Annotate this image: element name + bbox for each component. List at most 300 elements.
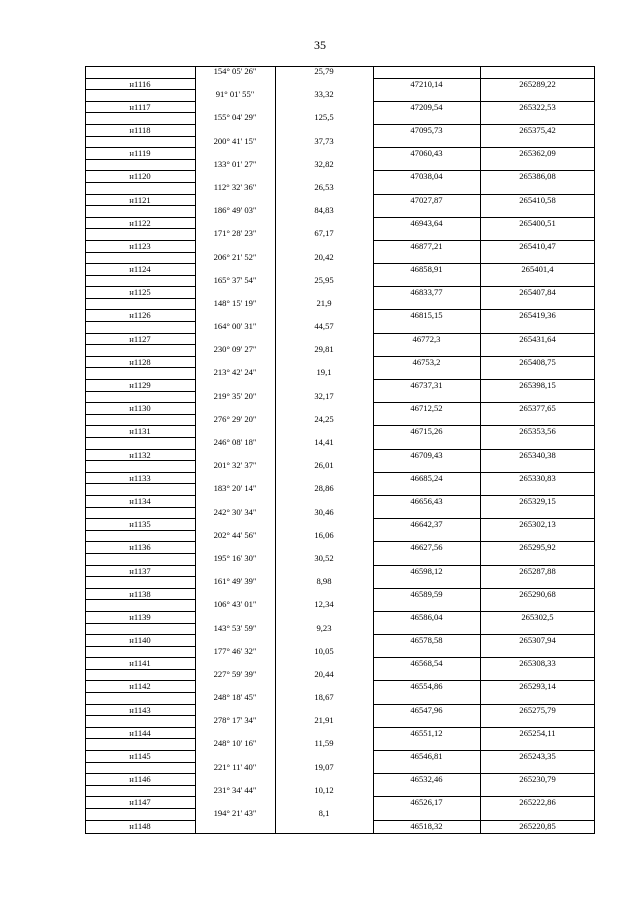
segment-row — [85, 599, 595, 611]
point-row — [85, 402, 595, 414]
x-coordinate: 46877,21 — [373, 240, 480, 253]
empty-cell — [195, 518, 275, 530]
page-number: 35 — [314, 38, 326, 52]
empty-cell — [275, 194, 373, 206]
empty-cell — [195, 588, 275, 600]
empty-cell — [275, 333, 373, 345]
x-coordinate: 46578,58 — [373, 634, 480, 647]
empty-cell — [275, 727, 373, 739]
empty-cell — [195, 565, 275, 577]
point-name: н1118 — [85, 124, 195, 137]
segment-length: 32,82 — [314, 158, 334, 169]
point-row — [85, 217, 595, 229]
y-coordinate: 265290,68 — [480, 588, 595, 601]
empty-cell — [373, 507, 480, 519]
empty-cell — [373, 785, 480, 797]
segment-length: 125,5 — [314, 112, 334, 123]
x-coordinate: 47210,14 — [373, 78, 480, 91]
x-coordinate: 46532,46 — [373, 773, 480, 786]
segment-length: 12,34 — [314, 599, 334, 610]
empty-cell — [275, 518, 373, 530]
segment-row — [85, 507, 595, 519]
empty-cell — [480, 252, 595, 264]
y-coordinate: 265308,33 — [480, 657, 595, 670]
empty-cell — [480, 205, 595, 217]
empty-cell — [480, 112, 595, 124]
point-row — [85, 704, 595, 716]
empty-cell — [275, 402, 373, 414]
empty-cell — [275, 773, 373, 785]
empty-cell — [373, 205, 480, 217]
empty-cell — [480, 715, 595, 727]
direction-angle: 276° 29' 20" — [213, 413, 257, 424]
empty-cell — [195, 773, 275, 785]
empty-cell — [373, 298, 480, 310]
empty-cell — [480, 623, 595, 635]
empty-cell — [480, 460, 595, 472]
segment-row — [85, 66, 595, 78]
y-coordinate: 265386,08 — [480, 170, 595, 183]
point-name: н1122 — [85, 217, 195, 230]
x-coordinate: 47060,43 — [373, 147, 480, 160]
empty-cell — [275, 286, 373, 298]
empty-cell — [275, 425, 373, 437]
y-coordinate: 265287,88 — [480, 565, 595, 578]
empty-cell — [195, 611, 275, 623]
direction-angle: 171° 28' 23" — [213, 228, 257, 239]
empty-cell — [480, 182, 595, 194]
x-coordinate: 47038,04 — [373, 170, 480, 183]
y-coordinate: 265307,94 — [480, 634, 595, 647]
point-row — [85, 101, 595, 113]
empty-cell — [480, 136, 595, 148]
x-coordinate: 46526,17 — [373, 796, 480, 809]
point-row — [85, 472, 595, 484]
segment-row — [85, 321, 595, 333]
empty-cell — [373, 623, 480, 635]
point-name: н1141 — [85, 657, 195, 670]
direction-angle: 213° 42' 24" — [213, 367, 257, 378]
empty-cell — [480, 391, 595, 403]
segment-row — [85, 669, 595, 681]
direction-angle: 248° 10' 16" — [213, 738, 257, 749]
segment-row — [85, 298, 595, 310]
empty-cell — [195, 657, 275, 669]
x-coordinate: 46656,43 — [373, 495, 480, 508]
direction-angle: 143° 53' 59" — [213, 622, 257, 633]
direction-angle: 227° 59' 39" — [213, 668, 257, 679]
empty-cell — [195, 379, 275, 391]
direction-angle: 221° 11' 40" — [213, 761, 257, 772]
y-coordinate: 265329,15 — [480, 495, 595, 508]
segment-row — [85, 391, 595, 403]
segment-length: 25,79 — [314, 66, 334, 76]
point-name: н1121 — [85, 194, 195, 207]
segment-row — [85, 738, 595, 750]
empty-cell — [373, 112, 480, 124]
empty-cell — [195, 680, 275, 692]
x-coordinate: 46833,77 — [373, 286, 480, 299]
empty-cell — [275, 796, 373, 808]
y-coordinate: 265410,58 — [480, 194, 595, 207]
segment-length: 37,73 — [314, 135, 334, 146]
direction-angle: 231° 34' 44" — [213, 784, 257, 795]
point-row — [85, 796, 595, 808]
empty-cell — [373, 808, 480, 820]
segment-length: 19,07 — [314, 761, 334, 772]
empty-cell — [480, 89, 595, 101]
empty-cell — [373, 89, 480, 101]
point-row — [85, 379, 595, 391]
segment-length: 33,32 — [314, 89, 334, 100]
direction-angle: 219° 35' 20" — [213, 390, 257, 401]
y-coordinate: 265375,42 — [480, 124, 595, 137]
direction-angle: 106° 43' 01" — [213, 599, 257, 610]
empty-cell — [480, 762, 595, 774]
direction-angle: 112° 32' 36" — [213, 181, 257, 192]
empty-cell — [480, 530, 595, 542]
direction-angle: 91° 01' 55" — [215, 89, 255, 100]
point-name: н1134 — [85, 495, 195, 508]
x-coordinate: 46685,24 — [373, 472, 480, 485]
x-coordinate: 46554,86 — [373, 680, 480, 693]
segment-row — [85, 344, 595, 356]
y-coordinate: 265220,85 — [480, 820, 595, 833]
segment-length: 21,9 — [316, 297, 332, 308]
empty-cell — [195, 750, 275, 762]
empty-cell — [275, 101, 373, 113]
point-name: н1139 — [85, 611, 195, 624]
point-row — [85, 820, 595, 832]
empty-cell — [373, 344, 480, 356]
point-name: н1138 — [85, 588, 195, 601]
segment-length: 8,98 — [316, 576, 332, 587]
empty-cell — [195, 472, 275, 484]
point-row — [85, 333, 595, 345]
y-coordinate: 265401,4 — [480, 263, 595, 276]
point-name: н1147 — [85, 796, 195, 809]
point-row — [85, 147, 595, 159]
empty-cell — [373, 576, 480, 588]
x-coordinate: 46709,43 — [373, 449, 480, 462]
point-row — [85, 356, 595, 368]
empty-cell — [480, 298, 595, 310]
direction-angle: 230° 09' 27" — [213, 344, 257, 355]
x-coordinate: 46586,04 — [373, 611, 480, 624]
empty-cell — [195, 309, 275, 321]
empty-cell — [480, 367, 595, 379]
empty-cell — [275, 611, 373, 623]
x-coordinate: 46547,96 — [373, 704, 480, 717]
segment-row — [85, 623, 595, 635]
segment-length: 10,12 — [314, 784, 334, 795]
x-coordinate: 47209,54 — [373, 101, 480, 114]
direction-angle: 165° 37' 54" — [213, 274, 257, 285]
segment-row — [85, 136, 595, 148]
point-row — [85, 518, 595, 530]
empty-cell — [480, 437, 595, 449]
empty-cell — [275, 263, 373, 275]
x-coordinate: 47095,73 — [373, 124, 480, 137]
segment-length: 67,17 — [314, 228, 334, 239]
y-coordinate: 265353,56 — [480, 425, 595, 438]
segment-row — [85, 646, 595, 658]
direction-angle: 164° 00' 31" — [213, 321, 257, 332]
point-name: н1129 — [85, 379, 195, 392]
x-coordinate: 46943,64 — [373, 217, 480, 230]
empty-cell — [275, 634, 373, 646]
y-coordinate: 265431,64 — [480, 333, 595, 346]
point-name: н1135 — [85, 518, 195, 531]
empty-cell — [480, 553, 595, 565]
empty-cell — [480, 599, 595, 611]
point-name: н1130 — [85, 402, 195, 415]
empty-cell — [195, 495, 275, 507]
point-row — [85, 657, 595, 669]
point-row — [85, 170, 595, 182]
empty-cell — [480, 321, 595, 333]
empty-cell — [275, 147, 373, 159]
empty-cell — [195, 286, 275, 298]
empty-cell — [480, 669, 595, 681]
direction-angle: 200° 41' 15" — [213, 135, 257, 146]
segment-row — [85, 159, 595, 171]
point-name: н1116 — [85, 78, 195, 91]
y-coordinate: 265340,38 — [480, 449, 595, 462]
segment-length: 30,52 — [314, 552, 334, 563]
empty-cell — [373, 646, 480, 658]
empty-cell — [373, 483, 480, 495]
segment-row — [85, 762, 595, 774]
direction-angle: 154° 05' 26" — [213, 66, 257, 76]
empty-cell — [275, 240, 373, 252]
point-row — [85, 194, 595, 206]
x-coordinate: 47027,87 — [373, 194, 480, 207]
y-coordinate: 265275,79 — [480, 704, 595, 717]
x-coordinate: 46753,2 — [373, 356, 480, 369]
segment-length: 28,86 — [314, 483, 334, 494]
y-coordinate: 265254,11 — [480, 727, 595, 740]
point-name: н1123 — [85, 240, 195, 253]
point-row — [85, 286, 595, 298]
point-name: н1143 — [85, 704, 195, 717]
empty-cell — [195, 425, 275, 437]
empty-cell — [275, 588, 373, 600]
segment-row — [85, 785, 595, 797]
empty-cell — [373, 599, 480, 611]
segment-length: 44,57 — [314, 321, 334, 332]
point-row — [85, 309, 595, 321]
x-coordinate: 46712,52 — [373, 402, 480, 415]
empty-cell — [195, 356, 275, 368]
y-coordinate: 265222,86 — [480, 796, 595, 809]
y-coordinate: 265302,13 — [480, 518, 595, 531]
segment-row — [85, 808, 595, 820]
empty-cell — [373, 553, 480, 565]
direction-angle: 195° 16' 30" — [213, 552, 257, 563]
x-coordinate: 46715,26 — [373, 425, 480, 438]
x-coordinate: 46546,81 — [373, 750, 480, 763]
empty-cell — [195, 634, 275, 646]
y-coordinate: 265243,35 — [480, 750, 595, 763]
empty-cell — [373, 414, 480, 426]
empty-cell — [480, 785, 595, 797]
y-coordinate: 265293,14 — [480, 680, 595, 693]
segment-length: 8,1 — [318, 808, 330, 818]
point-name: н1137 — [85, 565, 195, 578]
point-row — [85, 449, 595, 461]
point-name: н1125 — [85, 286, 195, 299]
empty-cell — [480, 275, 595, 287]
point-name: н1124 — [85, 263, 195, 276]
x-coordinate: 46815,15 — [373, 309, 480, 322]
empty-cell — [480, 808, 595, 820]
empty-cell — [275, 820, 373, 832]
segment-row — [85, 228, 595, 240]
point-row — [85, 727, 595, 739]
empty-cell — [195, 820, 275, 832]
direction-angle: 242° 30' 34" — [213, 506, 257, 517]
empty-cell — [373, 252, 480, 264]
segment-row — [85, 275, 595, 287]
x-coordinate: 46737,31 — [373, 379, 480, 392]
direction-angle: 161° 49' 39" — [213, 576, 257, 587]
empty-cell — [373, 669, 480, 681]
empty-cell — [275, 472, 373, 484]
segment-length: 32,17 — [314, 390, 334, 401]
empty-cell — [275, 217, 373, 229]
empty-cell — [480, 738, 595, 750]
x-coordinate: 46858,91 — [373, 263, 480, 276]
empty-cell — [195, 449, 275, 461]
empty-cell — [373, 66, 480, 78]
segment-row — [85, 182, 595, 194]
point-name: н1132 — [85, 449, 195, 462]
segment-length: 18,67 — [314, 692, 334, 703]
direction-angle: 177° 46' 32" — [213, 645, 257, 656]
empty-cell — [275, 680, 373, 692]
empty-cell — [373, 136, 480, 148]
empty-cell — [275, 495, 373, 507]
y-coordinate: 265407,84 — [480, 286, 595, 299]
y-coordinate: 265400,51 — [480, 217, 595, 230]
segment-length: 19,1 — [316, 367, 332, 378]
point-name: н1119 — [85, 147, 195, 160]
empty-cell — [480, 159, 595, 171]
point-name: н1120 — [85, 170, 195, 183]
empty-cell — [195, 78, 275, 90]
x-coordinate: 46627,56 — [373, 541, 480, 554]
point-row — [85, 425, 595, 437]
segment-row — [85, 460, 595, 472]
empty-cell — [195, 796, 275, 808]
direction-angle: 194° 21' 43" — [213, 808, 257, 818]
segment-length: 29,81 — [314, 344, 334, 355]
y-coordinate: 265230,79 — [480, 773, 595, 786]
segment-row — [85, 692, 595, 704]
y-coordinate: 265408,75 — [480, 356, 595, 369]
direction-angle: 133° 01' 27" — [213, 158, 257, 169]
y-coordinate: 265295,92 — [480, 541, 595, 554]
empty-cell — [480, 576, 595, 588]
empty-cell — [480, 646, 595, 658]
point-name: н1126 — [85, 309, 195, 322]
y-coordinate: 265330,83 — [480, 472, 595, 485]
point-row — [85, 680, 595, 692]
segment-length: 30,46 — [314, 506, 334, 517]
segment-row — [85, 437, 595, 449]
empty-cell — [373, 228, 480, 240]
point-name: н1144 — [85, 727, 195, 740]
empty-cell — [275, 356, 373, 368]
empty-cell — [373, 692, 480, 704]
empty-cell — [195, 170, 275, 182]
point-row — [85, 240, 595, 252]
empty-cell — [373, 391, 480, 403]
empty-cell — [195, 263, 275, 275]
segment-row — [85, 252, 595, 264]
point-name: н1146 — [85, 773, 195, 786]
segment-length: 16,06 — [314, 529, 334, 540]
point-row — [85, 588, 595, 600]
segment-row — [85, 414, 595, 426]
segment-length: 26,53 — [314, 181, 334, 192]
empty-cell — [195, 704, 275, 716]
direction-angle: 155° 04' 29" — [213, 112, 257, 123]
point-row — [85, 124, 595, 136]
point-row — [85, 263, 595, 275]
segment-row — [85, 530, 595, 542]
segment-row — [85, 112, 595, 124]
empty-cell — [480, 414, 595, 426]
empty-cell — [275, 541, 373, 553]
segment-row — [85, 367, 595, 379]
segment-row — [85, 483, 595, 495]
empty-cell — [480, 66, 595, 78]
empty-cell — [373, 437, 480, 449]
point-name: н1131 — [85, 425, 195, 438]
empty-cell — [195, 240, 275, 252]
segment-length: 20,44 — [314, 668, 334, 679]
point-name: н1128 — [85, 356, 195, 369]
x-coordinate: 46518,32 — [373, 820, 480, 833]
y-coordinate: 265362,09 — [480, 147, 595, 160]
point-name: н1142 — [85, 680, 195, 693]
empty-cell — [373, 738, 480, 750]
segment-row — [85, 576, 595, 588]
direction-angle: 148° 15' 19" — [213, 297, 257, 308]
point-row — [85, 750, 595, 762]
segment-length: 84,83 — [314, 205, 334, 216]
point-name: н1136 — [85, 541, 195, 554]
y-coordinate: 265398,15 — [480, 379, 595, 392]
empty-cell — [480, 692, 595, 704]
x-coordinate: 46642,37 — [373, 518, 480, 531]
empty-cell — [195, 541, 275, 553]
x-coordinate: 46772,3 — [373, 333, 480, 346]
segment-row — [85, 205, 595, 217]
direction-angle: 206° 21' 52" — [213, 251, 257, 262]
empty-cell — [373, 275, 480, 287]
direction-angle: 202° 44' 56" — [213, 529, 257, 540]
segment-length: 20,42 — [314, 251, 334, 262]
empty-cell — [275, 657, 373, 669]
empty-cell — [373, 715, 480, 727]
segment-length: 10,05 — [314, 645, 334, 656]
point-row — [85, 565, 595, 577]
empty-cell — [195, 101, 275, 113]
segment-length: 14,41 — [314, 437, 334, 447]
